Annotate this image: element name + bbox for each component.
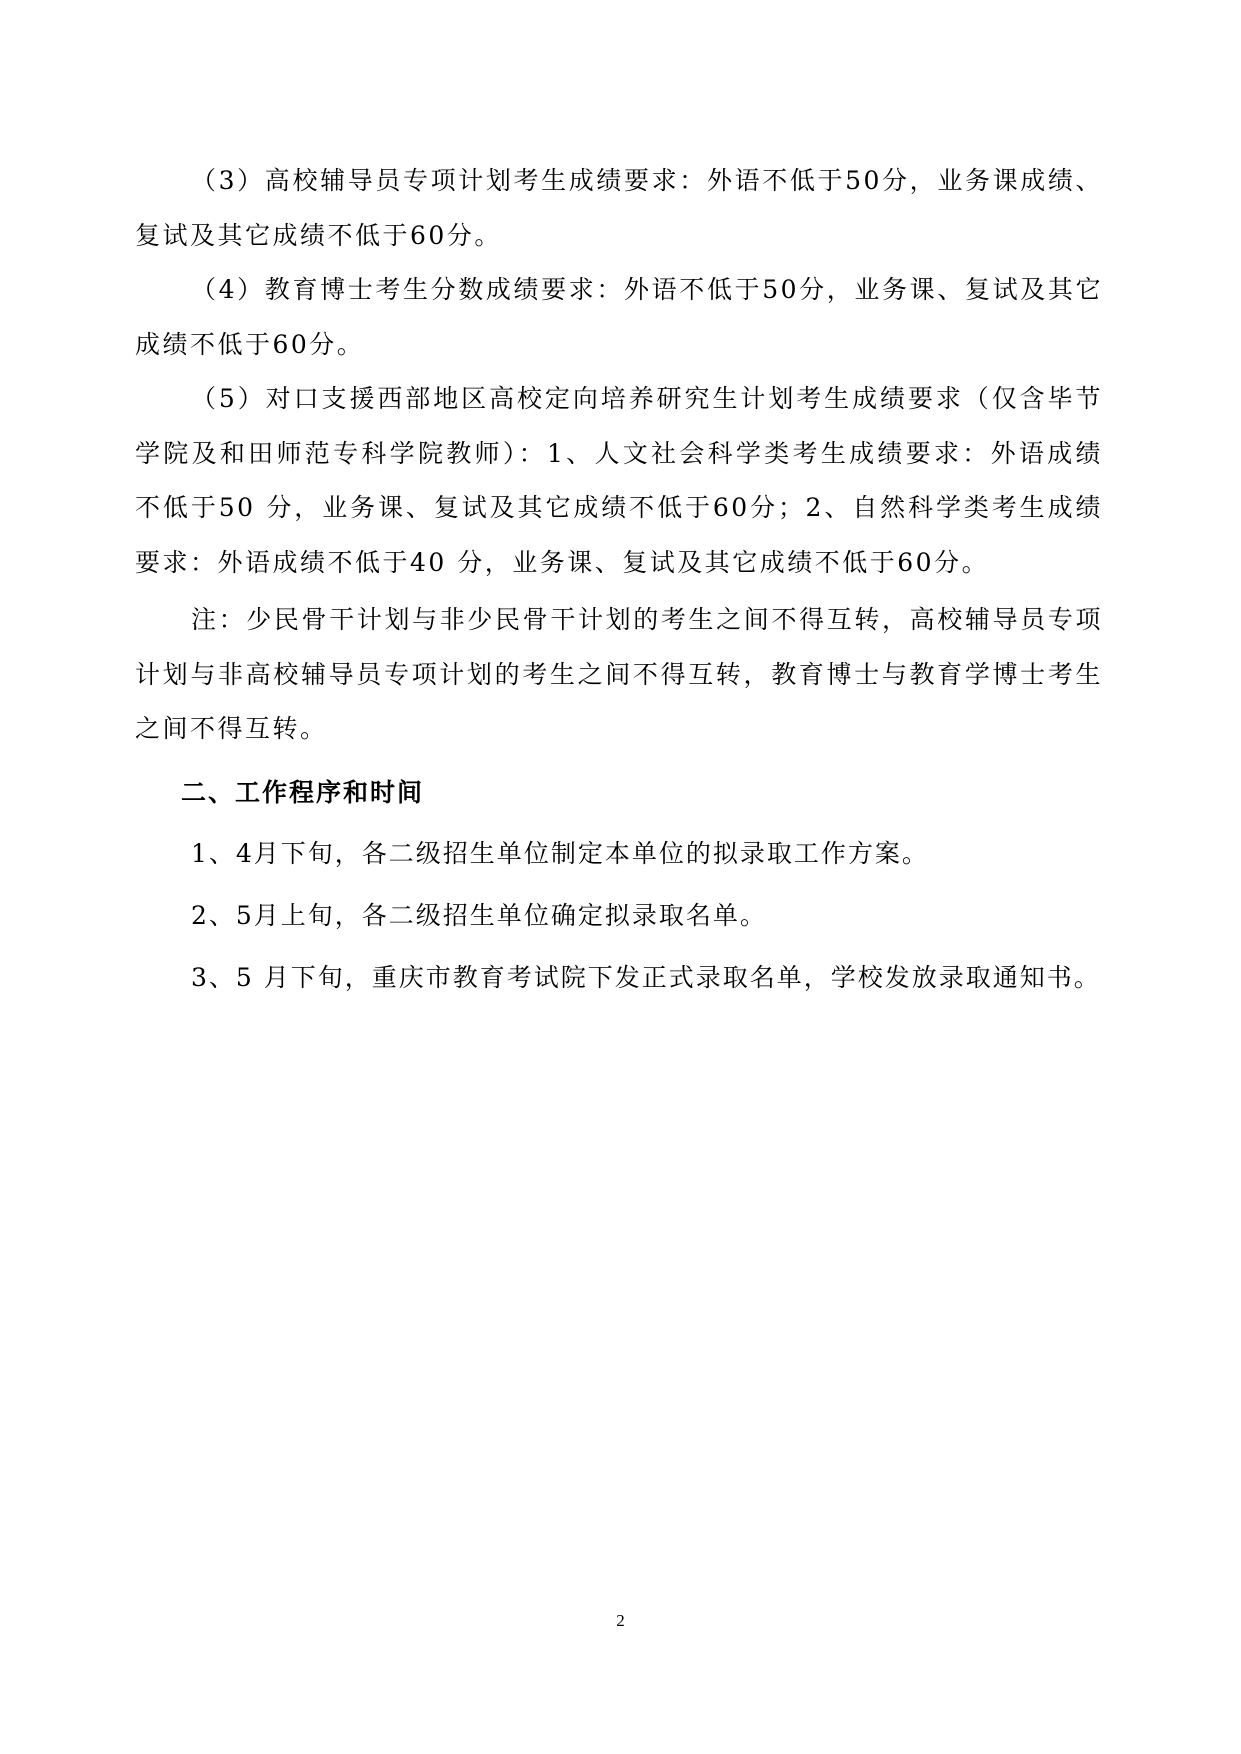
- step-item-3: 3、5 月下旬，重庆市教育考试院下发正式录取名单，学校发放录取通知书。: [191, 962, 1101, 992]
- step-item-1: 1、4月下旬，各二级招生单位制定本单位的拟录取工作方案。: [191, 838, 929, 868]
- paragraph-counselor-requirement: （3）高校辅导员专项计划考生成绩要求：外语不低于50分，业务课成绩、复试及其它成绩不低于60分。: [135, 166, 1103, 250]
- step-item-2: 2、5月上旬，各二级招生单位确定拟录取名单。: [191, 900, 767, 930]
- page-number: 2: [616, 1611, 625, 1630]
- paragraph-western-support-requirement: （5）对口支援西部地区高校定向培养研究生计划考生成绩要求（仅含毕节学院及和田师范专科学院教师）：1、人文社会科学类考生成绩要求：外语成绩不低于50 分，业务课、复试及其它成绩不低于60分；2、自然科学类考生成绩要求：外语成绩不低于40 分，业务课、复试及其它成绩不低于60分。: [135, 384, 1103, 577]
- paragraph-edd-requirement: （4）教育博士考生分数成绩要求：外语不低于50分，业务课、复试及其它成绩不低于60分。: [135, 275, 1103, 359]
- paragraph-transfer-note: 注：少民骨干计划与非少民骨干计划的考生之间不得互转，高校辅导员专项计划与非高校辅导员专项计划的考生之间不得互转，教育博士与教育学博士考生之间不得互转。: [135, 605, 1103, 743]
- document-body: [135, 154, 1103, 1009]
- section-heading: 二、工作程序和时间: [181, 777, 425, 807]
